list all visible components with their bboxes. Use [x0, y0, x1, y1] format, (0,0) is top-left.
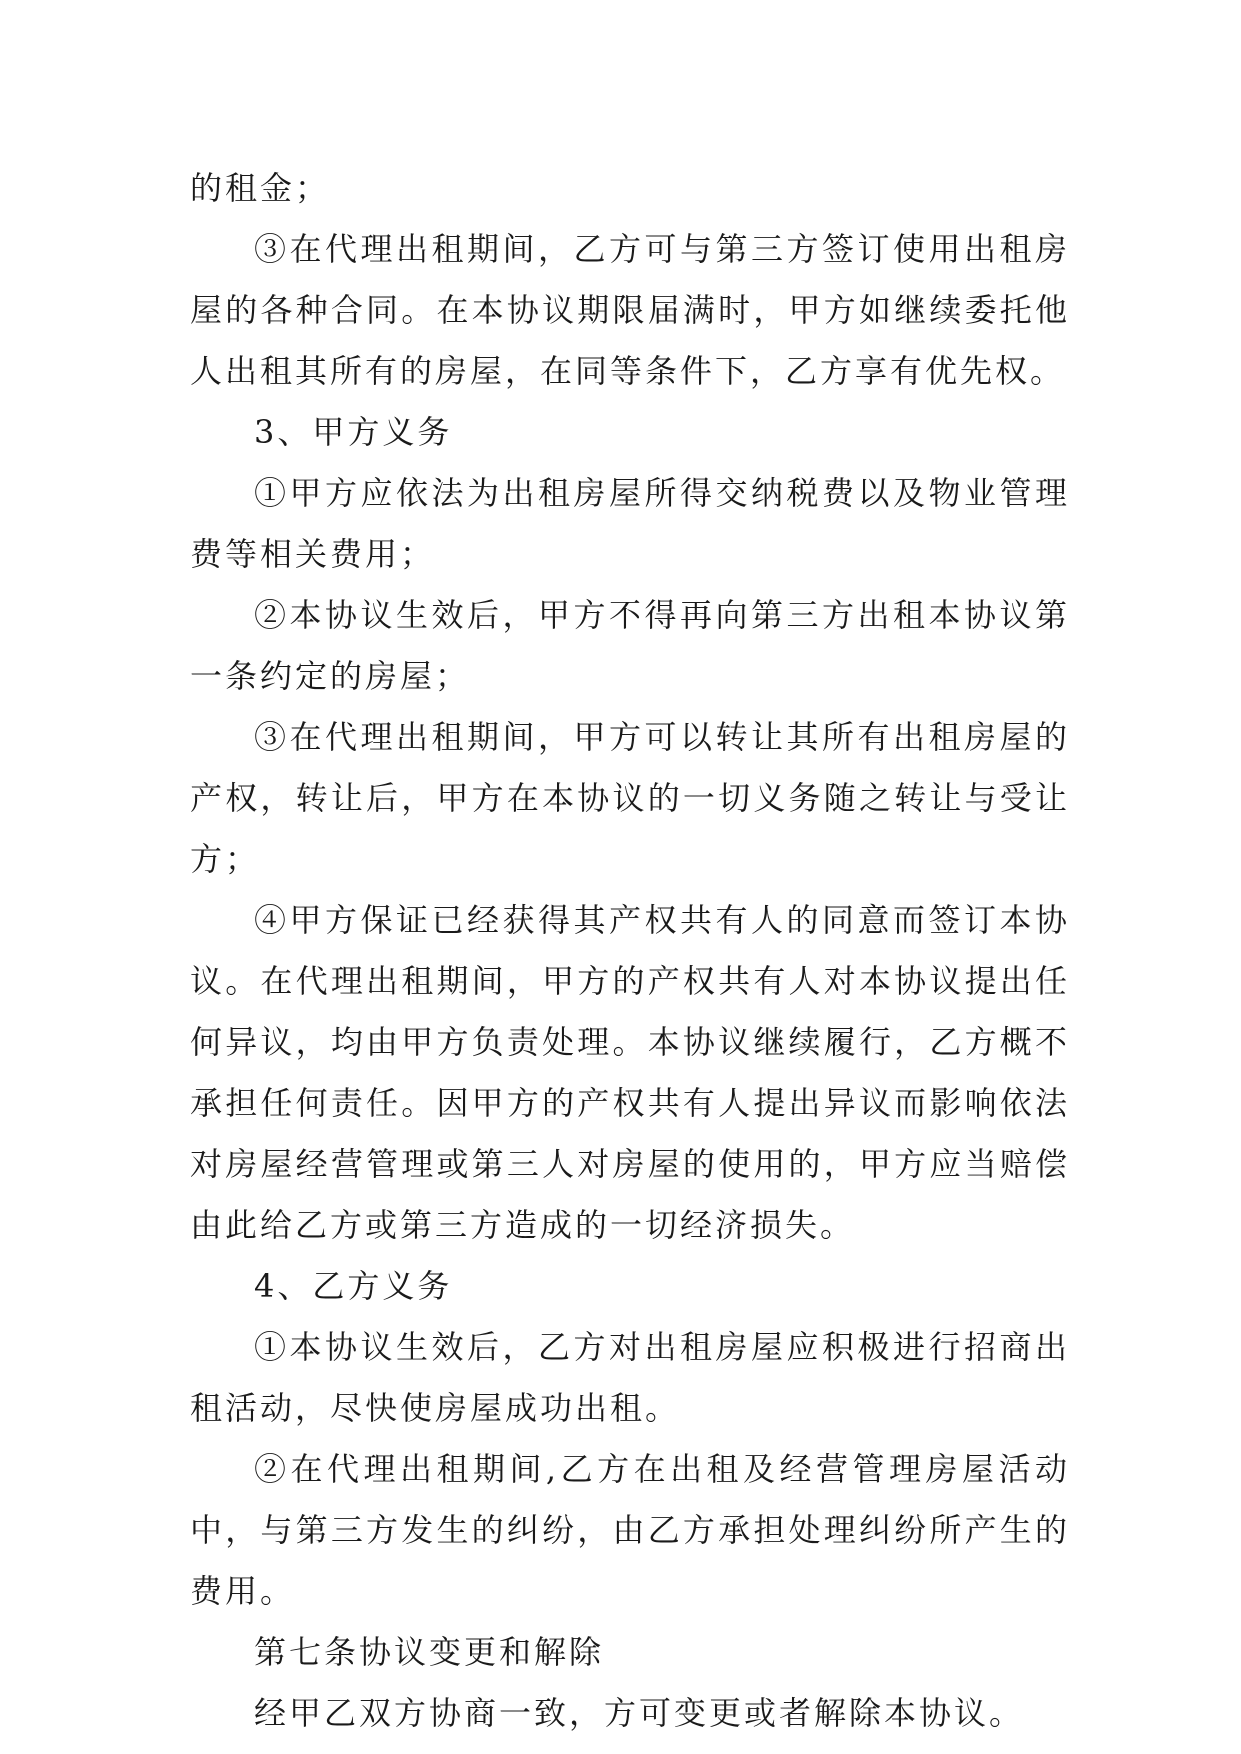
paragraph-party-b-obligation-2: ②在代理出租期间,乙方在出租及经营管理房屋活动中，与第三方发生的纠纷，由乙方承担处理纠纷所产生的费用。: [190, 1450, 1070, 1610]
paragraph-party-a-obligation-2: ②本协议生效后，甲方不得再向第三方出租本协议第一条约定的房屋；: [190, 596, 1070, 695]
paragraph-party-b-right-3: ③在代理出租期间，乙方可与第三方签订使用出租房屋的各种合同。在本协议期限届满时，甲方如继续委托他人出租其所有的房屋，在同等条件下，乙方享有优先权。: [190, 230, 1070, 390]
paragraph-article-seven: 经甲乙双方协商一致，方可变更或者解除本协议。: [254, 1694, 1025, 1732]
paragraph-party-a-obligation-4: ④甲方保证已经获得其产权共有人的同意而签订本协议。在代理出租期间，甲方的产权共有人对本协议提出任何异议，均由甲方负责处理。本协议继续履行，乙方概不承担任何责任。因甲方的产权共有人提出异议而影响依法对房屋经营管理或第三人对房屋的使用的，甲方应当赔偿由此给乙方或第三方造成的一切经济损失。: [190, 901, 1070, 1244]
heading-article-seven: 第七条协议变更和解除: [254, 1633, 605, 1671]
paragraph-rent-ending: 的租金；: [190, 169, 331, 207]
paragraph-party-b-obligation-1: ①本协议生效后，乙方对出租房屋应积极进行招商出租活动，尽快使房屋成功出租。: [190, 1328, 1070, 1427]
document-body: [190, 158, 1070, 1744]
heading-party-b-obligations: 4、乙方义务: [254, 1267, 453, 1305]
paragraph-party-a-obligation-1: ①甲方应依法为出租房屋所得交纳税费以及物业管理费等相关费用；: [190, 474, 1070, 573]
paragraph-party-a-obligation-3: ③在代理出租期间，甲方可以转让其所有出租房屋的产权，转让后，甲方在本协议的一切义务随之转让与受让方；: [190, 718, 1070, 878]
heading-party-a-obligations: 3、甲方义务: [254, 413, 453, 451]
